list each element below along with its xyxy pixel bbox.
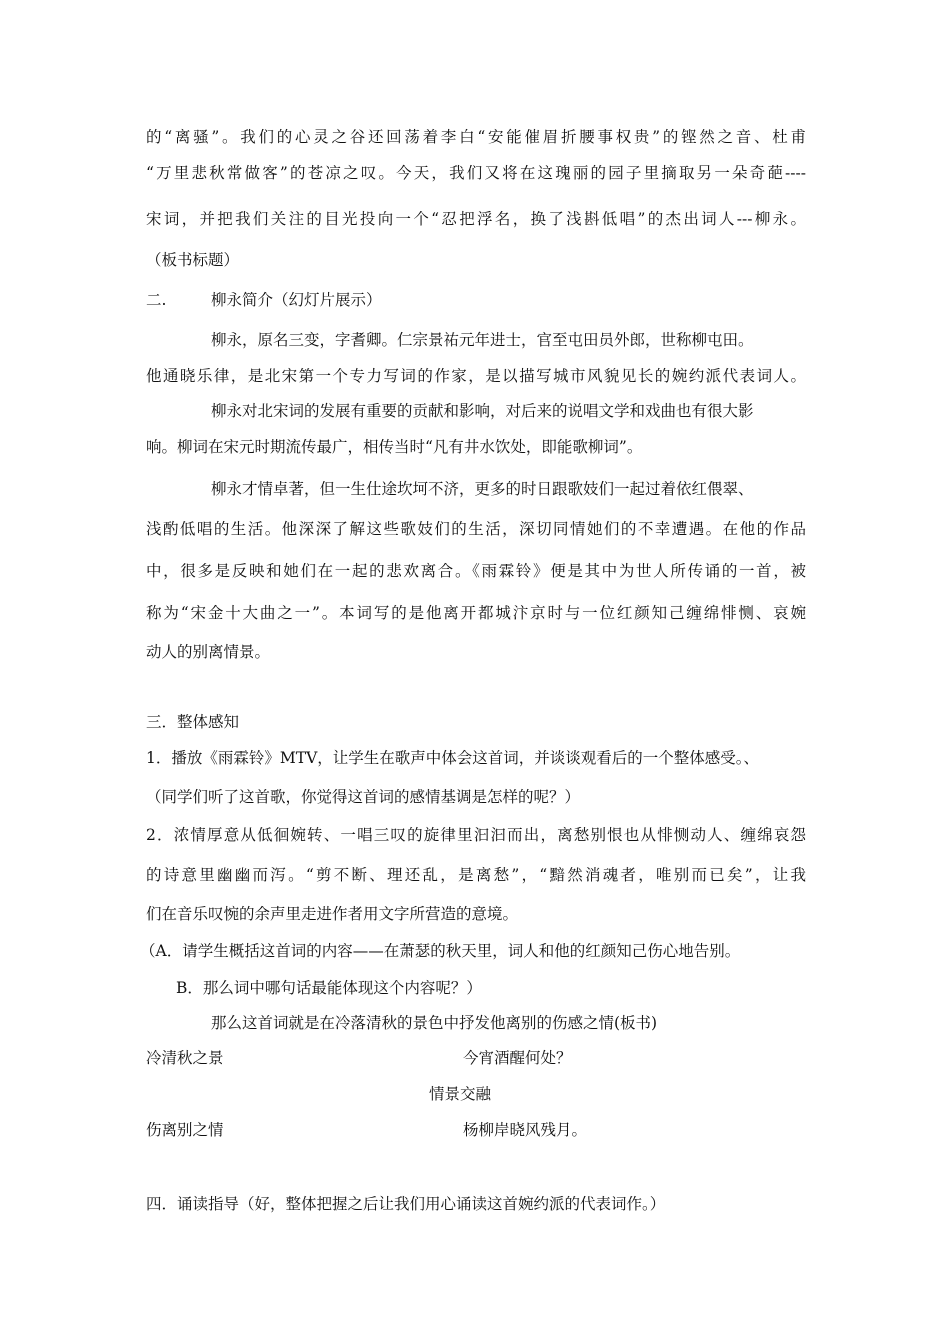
section2-line-7: 中，很多是反映和她们在一起的悲欢离合。《雨霖铃》便是其中为世人所传诵的一首，被 (146, 562, 806, 580)
board-right-top: 今宵酒醒何处？ (463, 1049, 572, 1067)
section2-line-1: 柳永，原名三变，字耆卿。仁宗景祐元年进士，官至屯田员外郎，世称柳屯田。 (211, 331, 754, 349)
section3-line-6: （A．请学生概括这首词的内容——在萧瑟的秋天里，词人和他的红颜知己伤心地告别。 (140, 942, 741, 960)
intro-line-3: 宋词，并把我们关注的目光投向一个“忍把浮名，换了浅斟低唱”的杰出词人---柳永。 (146, 210, 806, 228)
section3-line-7: B．那么词中哪句话最能体现这个内容呢？） (176, 979, 482, 997)
section3-line-3: 2．浓情厚意从低徊婉转、一唱三叹的旋律里汩汩而出，离愁别恨也从悱恻动人、缠绵哀怨 (146, 826, 806, 844)
section2-line-9: 动人的别离情景。 (146, 643, 271, 661)
section2-line-4: 响。柳词在宋元时期流传最广，相传当时“凡有井水饮处，即能歌柳词”。 (146, 438, 643, 456)
board-left-bottom: 伤离别之情 (146, 1121, 224, 1139)
section2-line-2: 他通晓乐律，是北宋第一个专力写词的作家，是以描写城市风貌见长的婉约派代表词人。 (146, 367, 806, 385)
section3-heading: 三．整体感知 (146, 713, 240, 731)
section4-heading: 四．诵读指导（好，整体把握之后让我们用心诵读这首婉约派的代表词作。） (146, 1195, 666, 1213)
section3-line-8: 那么这首词就是在冷落清秋的景色中抒发他离别的伤感之情(板书) (211, 1014, 658, 1032)
section3-line-4: 的诗意里幽幽而泻。“剪不断、理还乱，是离愁”，“黯然消魂者，唯别而已矣”，让我 (146, 866, 806, 884)
board-left-top: 冷清秋之景 (146, 1049, 224, 1067)
section3-line-5: 们在音乐叹惋的余声里走进作者用文字所营造的意境。 (146, 905, 519, 923)
intro-line-2: “万里悲秋常做客”的苍凉之叹。今天，我们又将在这瑰丽的园子里摘取另一朵奇葩---- (146, 164, 806, 182)
board-center: 情景交融 (429, 1085, 492, 1103)
section2-line-8: 称为“宋金十大曲之一”。本词写的是他离开都城汴京时与一位红颜知己缠绵悱恻、哀婉 (146, 604, 806, 622)
section2-number: 二. (146, 291, 167, 309)
section3-line-2: （同学们听了这首歌，你觉得这首词的感情基调是怎样的呢？） (146, 788, 581, 806)
section2-line-5: 柳永才情卓著，但一生仕途坎坷不济，更多的时日跟歌妓们一起过着依红偎翠、 (211, 480, 754, 498)
section2-line-6: 浅酌低唱的生活。他深深了解这些歌妓们的生活，深切同情她们的不幸遭遇。在他的作品 (146, 520, 806, 538)
intro-line-1: 的“离骚”。我们的心灵之谷还回荡着李白“安能催眉折腰事权贵”的铿然之音、杜甫 (146, 128, 806, 146)
section3-line-1: 1．播放《雨霖铃》MTV，让学生在歌声中体会这首词，并谈谈观看后的一个整体感受。、 (146, 749, 760, 767)
section2-title: 柳永简介（幻灯片展示） (211, 291, 382, 309)
section2-line-3: 柳永对北宋词的发展有重要的贡献和影响，对后来的说唱文学和戏曲也有很大影 (211, 402, 754, 420)
intro-line-4: （板书标题） (146, 251, 240, 269)
board-right-bottom: 杨柳岸晓风残月。 (463, 1121, 588, 1139)
